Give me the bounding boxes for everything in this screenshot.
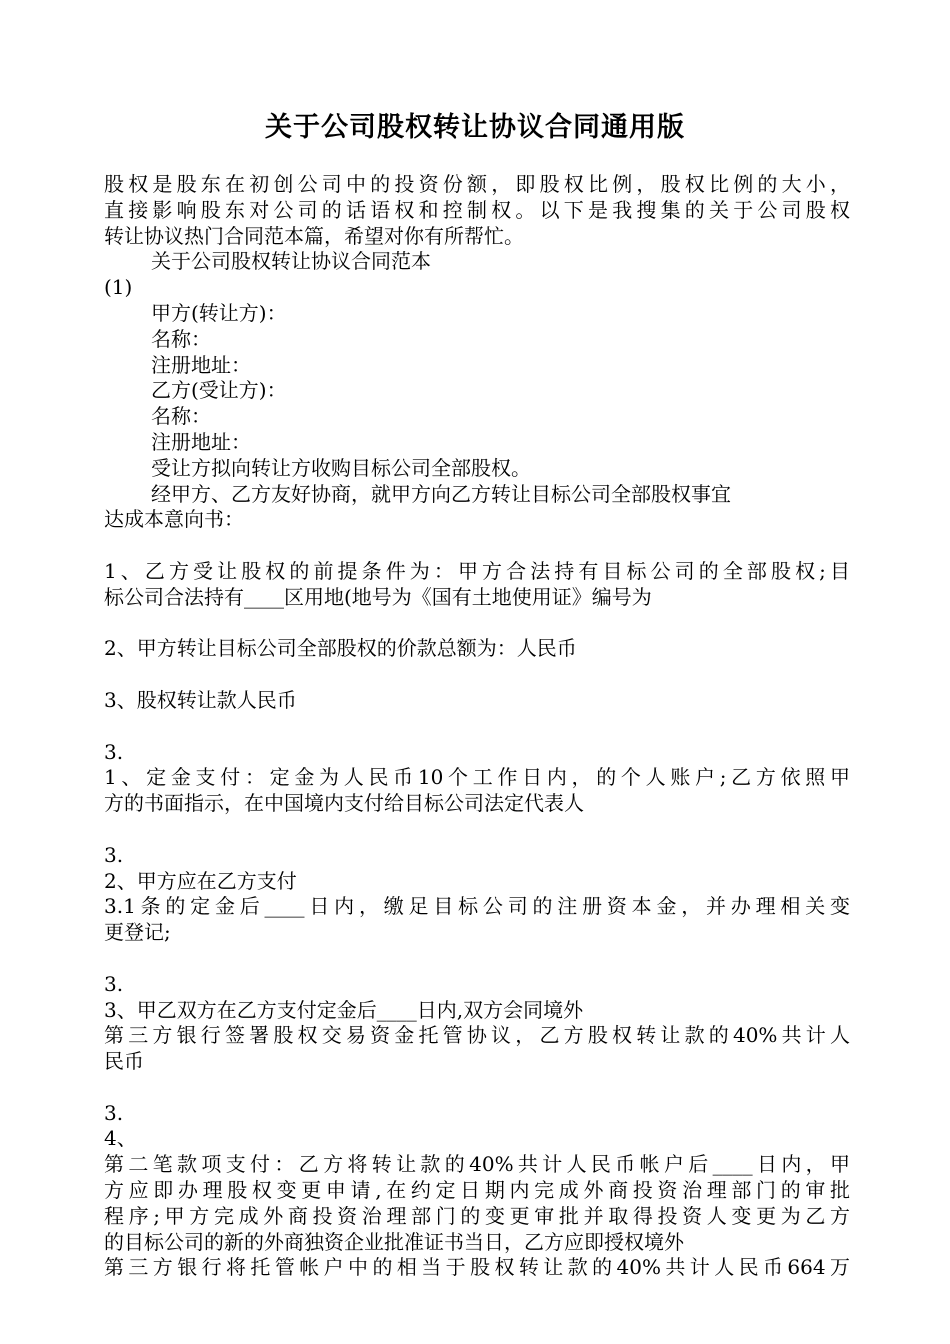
paragraph-gap	[104, 662, 850, 688]
text-line: 注册地址：	[151, 352, 251, 377]
document-body	[104, 172, 850, 1281]
text-line: 程序;甲方完成外商投资治理部门的变更审批并取得投资人变更为乙方	[104, 1203, 850, 1228]
paragraph-gap	[104, 946, 850, 972]
text-line: 第三方银行将托管帐户中的相当于股权转让款的40%共计人民币664万	[104, 1255, 850, 1280]
text-line: 3.1条的定金后____日内，缴足目标公司的注册资本金，并办理相关变	[104, 894, 850, 919]
document-title: 关于公司股权转让协议合同通用版	[265, 112, 685, 143]
text-line: 达成本意向书：	[104, 507, 244, 532]
paragraph-gap	[104, 1075, 850, 1101]
text-line: 经甲方、乙方友好协商，就甲方向乙方转让目标公司全部股权事宜	[151, 481, 731, 506]
text-line: 标公司合法持有____区用地(地号为《国有土地使用证》编号为	[104, 584, 652, 609]
text-line: 4、	[104, 1126, 137, 1151]
text-line: 第二笔款项支付：乙方将转让款的40%共计人民币帐户后____日内，甲	[104, 1152, 850, 1177]
text-line: 3.	[104, 739, 124, 764]
text-line: 3.	[104, 842, 124, 867]
text-line: 3、甲乙双方在乙方支付定金后____日内,双方会同境外	[104, 997, 584, 1022]
text-line: 方应即办理股权变更申请,在约定日期内完成外商投资治理部门的审批	[104, 1178, 850, 1203]
text-line: 1、乙方受让股权的前提条件为：甲方合法持有目标公司的全部股权;目	[104, 558, 850, 583]
text-line: (1)	[104, 275, 133, 300]
text-line: 关于公司股权转让协议合同范本	[151, 249, 431, 274]
text-line: 民币	[104, 1049, 144, 1074]
text-line: 方的书面指示，在中国境内支付给目标公司法定代表人	[104, 791, 584, 816]
text-line: 3、股权转让款人民币	[104, 687, 297, 712]
text-line: 3.	[104, 1100, 124, 1125]
text-line: 2、甲方应在乙方支付	[104, 868, 297, 893]
text-line: 更登记;	[104, 920, 171, 945]
text-line: 的目标公司的新的外商独资企业批准证书当日，乙方应即授权境外	[104, 1229, 684, 1254]
paragraph-gap	[104, 611, 850, 637]
text-line: 甲方(转让方)：	[151, 300, 287, 325]
text-line: 股权是股东在初创公司中的投资份额，即股权比例，股权比例的大小，	[104, 172, 850, 196]
text-line: 名称：	[151, 326, 211, 351]
text-line: 3.	[104, 971, 124, 996]
text-line: 第三方银行签署股权交易资金托管协议，乙方股权转让款的40%共计人	[104, 1023, 850, 1048]
text-line: 2、甲方转让目标公司全部股权的价款总额为：人民币	[104, 636, 577, 661]
text-line: 乙方(受让方)：	[151, 378, 287, 403]
paragraph-gap	[104, 533, 850, 559]
text-line: 直接影响股东对公司的话语权和控制权。以下是我搜集的关于公司股权	[104, 197, 850, 222]
paragraph-gap	[104, 714, 850, 740]
text-line: 1、定金支付：定金为人民币10个工作日内，的个人账户;乙方依照甲	[104, 765, 850, 790]
text-line: 注册地址：	[151, 429, 251, 454]
text-line: 受让方拟向转让方收购目标公司全部股权。	[151, 455, 531, 480]
text-line: 转让协议热门合同范本篇，希望对你有所帮忙。	[104, 223, 524, 248]
text-line: 名称：	[151, 404, 211, 429]
paragraph-gap	[104, 817, 850, 843]
